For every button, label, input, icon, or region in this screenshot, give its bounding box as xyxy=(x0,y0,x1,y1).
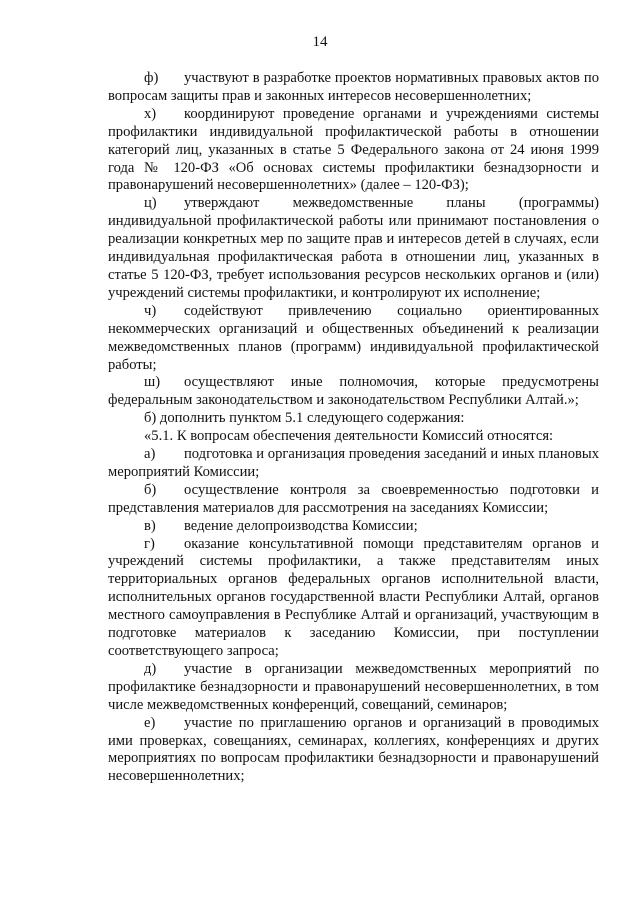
item-marker: ф) xyxy=(144,70,159,86)
item-text: участие по приглашению органов и организаций в проводимых ими проверках, совещаниях, семинарах, коллегиях, конференциях и других мероприятиях по вопросам профилактики безнадзорности и правонарушений несовершеннолетних; xyxy=(108,714,599,785)
item-text: подготовка и организация проведения заседаний и иных плановых мероприятий Комиссии; xyxy=(108,446,599,480)
list-item-ch xyxy=(108,303,599,375)
item-marker: ч) xyxy=(144,302,157,319)
item-marker: ц) xyxy=(144,195,157,212)
list-item-g xyxy=(108,536,599,661)
section-heading-5-1 xyxy=(108,428,599,446)
item-marker: г) xyxy=(144,535,155,552)
item-marker: б) xyxy=(144,481,157,498)
page-number: 14 xyxy=(312,34,328,50)
item-text: содействуют привлечению социально ориентированных некоммерческих организаций и общественных объединений к реализации межведомственных планов (программ) индивидуальной профилактической работы; xyxy=(108,302,599,373)
item-text: осуществляют иные полномочия, которые предусмотрены федеральным законодательством и законодательством Республики Алтай.»; xyxy=(108,374,599,409)
item-text: ведение делопроизводства Комиссии; xyxy=(184,517,418,534)
item-text: оказание консультативной помощи представителям органов и учреждений системы профилактики, а также представителям иных территориальных органов федеральных органов исполнительной власти, исполнительных органов государственной власти Республики Алтай, органов местного самоуправления в Республике Алтай и организаций, участвующим в подготовке материалов к заседанию Комиссии, при поступлении соответствующего запроса; xyxy=(108,535,599,659)
paragraph-text: «5.1. К вопросам обеспечения деятельности Комиссий относятся: xyxy=(144,428,554,445)
item-text: участие в организации межведомственных мероприятий по профилактике безнадзорности и правонарушений несовершеннолетних, в том числе межведомственных конференций, совещаний, семинаров; xyxy=(108,660,599,713)
list-item-kh xyxy=(108,106,599,196)
item-marker: е) xyxy=(144,714,156,731)
item-text: участвуют в разработке проектов нормативных правовых актов по вопросам защиты прав и законных интересов несовершеннолетних; xyxy=(108,70,599,104)
paragraph-text: б) дополнить пунктом 5.1 следующего содержания: xyxy=(144,410,465,427)
item-text: утверждают межведомственные планы (программы) индивидуальной профилактической работы или принимают постановления о реализации конкретных мер по защите прав и интересов детей в случаях, если индивидуальная профилактическая работа в отношении лиц, указанных в статье 5 120-ФЗ, требует использования ресурсов нескольких органов и (или) учреждений системы профилактики, и контролируют их исполнение; xyxy=(108,195,599,301)
item-marker: а) xyxy=(144,446,156,463)
list-item-f xyxy=(108,70,599,106)
list-item-e xyxy=(108,715,599,787)
item-marker: д) xyxy=(144,660,157,677)
list-item-sh xyxy=(108,374,599,410)
item-text: координируют проведение органами и учреждениями системы профилактики индивидуальной профилактической работы в отношении категорий лиц, указанных в статье 5 Федерального закона от 24 июня 1999 года № 120-ФЗ «Об основах системы профилактики безнадзорности и правонарушений несовершеннолетних» (далее – 120-ФЗ); xyxy=(108,105,599,194)
list-item-a xyxy=(108,446,599,482)
amendment-paragraph xyxy=(108,410,599,428)
item-marker: ш) xyxy=(144,374,161,391)
item-marker: в) xyxy=(144,517,156,534)
item-marker: х) xyxy=(144,105,157,122)
list-item-v xyxy=(108,518,599,536)
list-item-d xyxy=(108,661,599,715)
document-body xyxy=(108,70,599,786)
item-text: осуществление контроля за своевременностью подготовки и представления материалов для рассмотрения на заседаниях Комиссии; xyxy=(108,481,599,516)
list-item-ts xyxy=(108,195,599,302)
list-item-b xyxy=(108,482,599,518)
